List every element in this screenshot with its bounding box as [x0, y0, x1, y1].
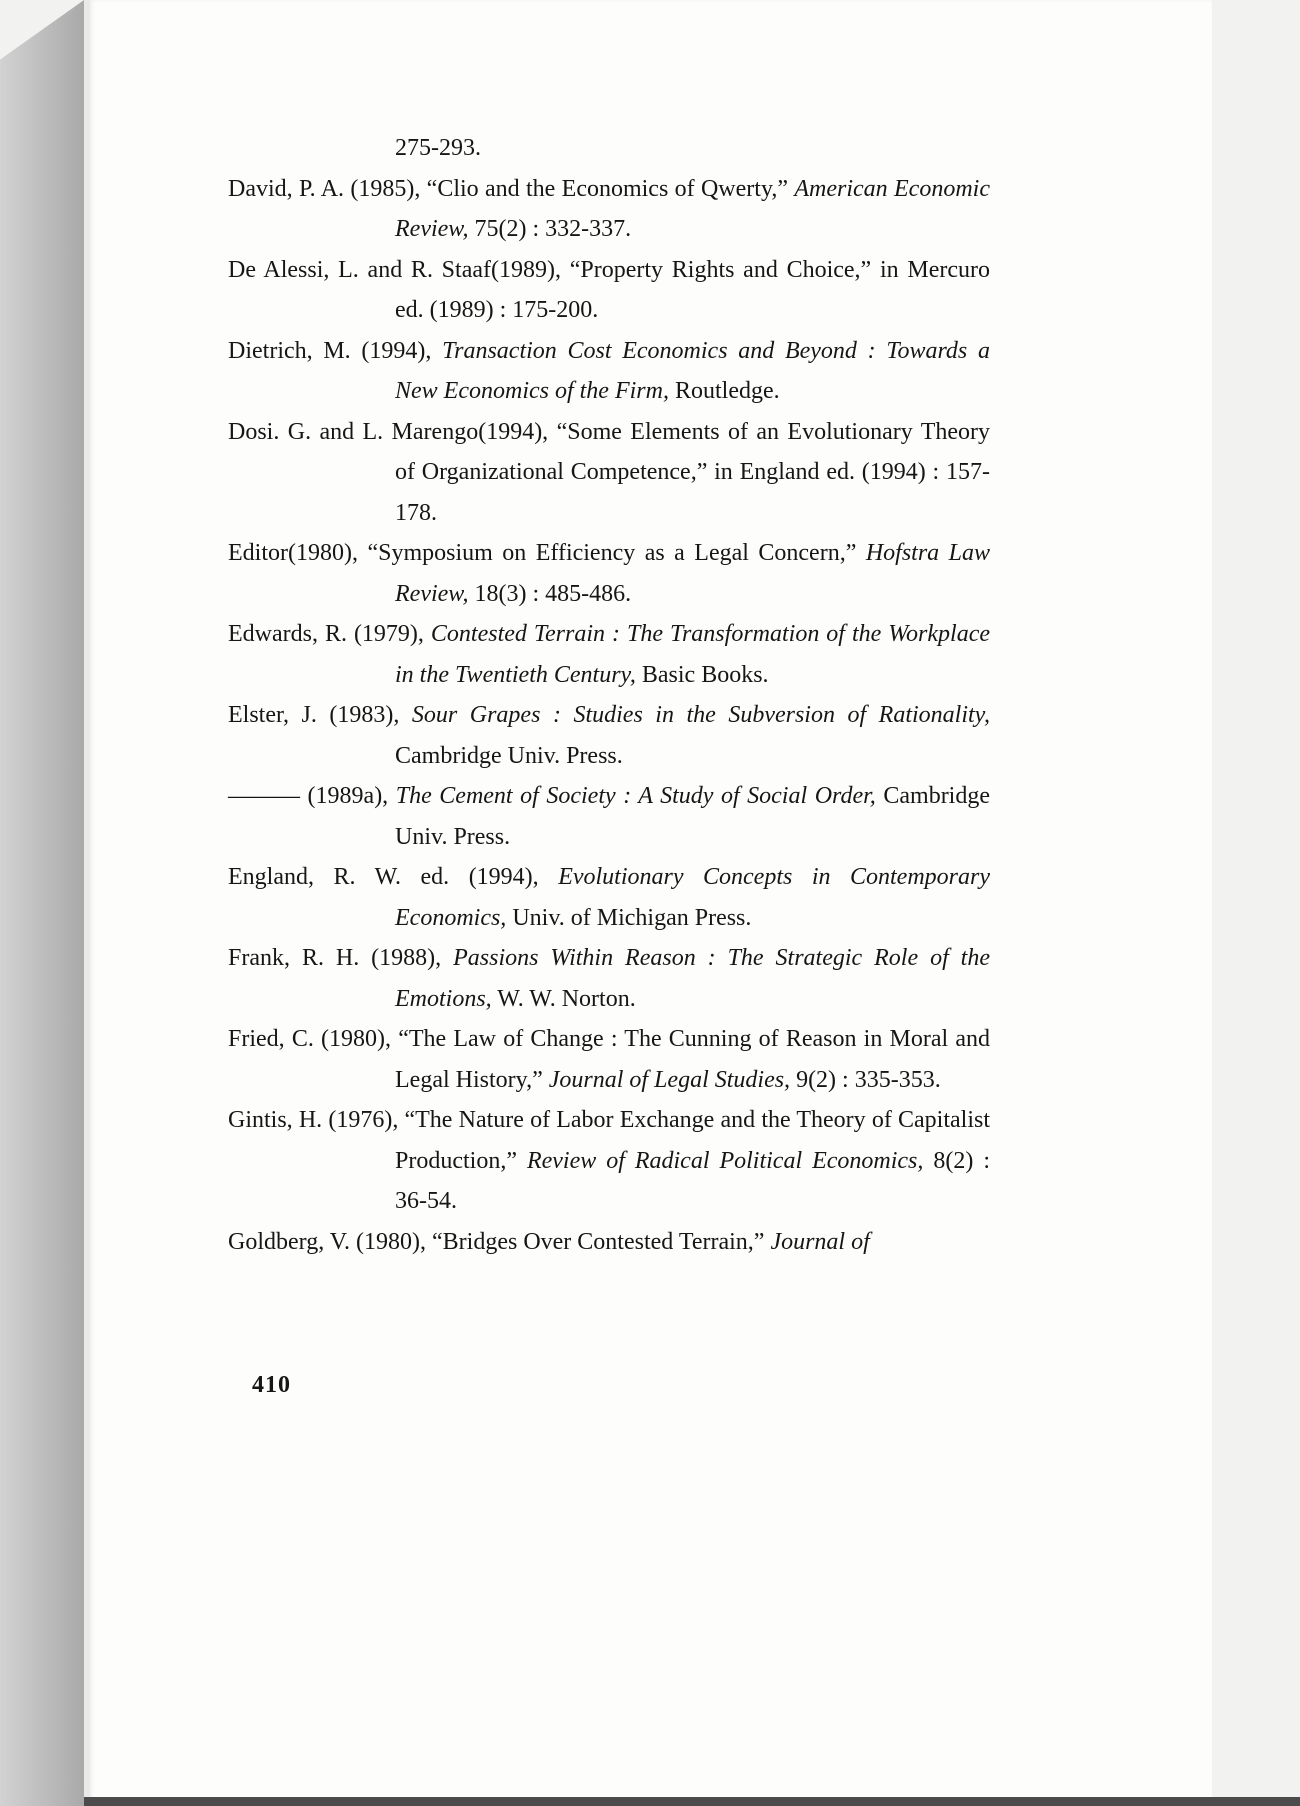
- reference-text-segment: De Alessi, L. and R. Staaf(1989), “Property Rights and Choice,” in Mercuro ed. (1989) : 175-200.: [228, 256, 990, 323]
- reference-entry: [228, 776, 990, 857]
- reference-text-segment: England, R. W. ed. (1994),: [228, 864, 559, 890]
- reference-title-segment: Contested Terrain : The Transformation of the Workplace in the Twentieth Century,: [395, 621, 990, 688]
- reference-text-segment: 275-293.: [395, 135, 481, 161]
- reference-text-segment: 9(2) : 335-353.: [790, 1066, 941, 1093]
- reference-title-segment: Sour Grapes : Studies in the Subversion of Rationality,: [411, 702, 991, 728]
- book-page: [90, 0, 1212, 1806]
- reference-title-segment: Journal of: [770, 1228, 870, 1255]
- reference-entry: [228, 533, 990, 614]
- reference-entry: [228, 1222, 990, 1263]
- reference-entry: [228, 169, 990, 250]
- reference-text-segment: Fried, C. (1980), “The Law of Change : The Cunning of Reason in Moral and Legal History,”: [228, 1026, 990, 1093]
- reference-text-segment: Routledge.: [668, 378, 780, 404]
- reference-entry: [228, 250, 990, 331]
- reference-text-segment: Elster, J. (1983),: [228, 702, 412, 728]
- reference-text-segment: Cambridge Univ. Press.: [395, 742, 623, 769]
- references-list: [228, 128, 990, 1262]
- reference-title-segment: Passions Within Reason : The Strategic Role of the Emotions,: [395, 945, 990, 1012]
- page-number: 410: [252, 1372, 291, 1398]
- reference-title-segment: Hofstra Law Review,: [395, 540, 991, 607]
- reference-text-segment: 75(2) : 332-337.: [468, 216, 632, 242]
- reference-title-segment: American Economic Review,: [395, 175, 990, 242]
- reference-entry: [228, 128, 990, 169]
- reference-text-segment: Gintis, H. (1976), “The Nature of Labor Exchange and the Theory of Capitalist Production,”: [228, 1107, 990, 1174]
- reference-text-segment: David, P. A. (1985), “Clio and the Economics of Qwerty,”: [228, 175, 795, 202]
- reference-entry: [228, 1100, 990, 1222]
- reference-title-segment: Transaction Cost Economics and Beyond : Towards a New Economics of the Firm,: [395, 337, 990, 404]
- reference-text-segment: Cambridge Univ. Press.: [395, 783, 990, 850]
- reference-text-segment: Univ. of Michigan Press.: [506, 904, 752, 931]
- reference-title-segment: Journal of Legal Studies,: [548, 1066, 791, 1093]
- reference-text-segment: Dosi. G. and L. Marengo(1994), “Some Elements of an Evolutionary Theory of Organizational Competence,” in England ed. (1994) : 157-178.: [228, 418, 990, 526]
- reference-text-segment: Basic Books.: [635, 661, 769, 688]
- reference-entry: [228, 938, 990, 1019]
- reference-text-segment: W. W. Norton.: [491, 985, 636, 1012]
- reference-text-segment: ——— (1989a),: [228, 783, 396, 809]
- reference-entry: [228, 614, 990, 695]
- reference-text-segment: Goldberg, V. (1980), “Bridges Over Contested Terrain,”: [228, 1228, 771, 1255]
- reference-entry: [228, 331, 990, 412]
- reference-title-segment: Evolutionary Concepts in Contemporary Economics,: [395, 864, 990, 931]
- reference-text-segment: Frank, R. H. (1988),: [228, 945, 454, 971]
- reference-text-segment: Dietrich, M. (1994),: [228, 337, 443, 364]
- reference-text-segment: 8(2) : 36-54.: [395, 1147, 990, 1214]
- reference-title-segment: The Cement of Society : A Study of Social Order,: [395, 783, 876, 809]
- reference-entry: [228, 695, 990, 776]
- reference-text-segment: Edwards, R. (1979),: [228, 621, 431, 647]
- reference-text-segment: 18(3) : 485-486.: [468, 580, 632, 607]
- book-bottom-edge: [84, 1797, 1300, 1806]
- reference-entry: [228, 412, 990, 534]
- book-page-stack-edge: [0, 0, 84, 1806]
- reference-title-segment: Review of Radical Political Economics,: [526, 1147, 924, 1174]
- reference-text-segment: Editor(1980), “Symposium on Efficiency as a Legal Concern,”: [228, 540, 866, 566]
- reference-entry: [228, 857, 990, 938]
- reference-entry: [228, 1019, 990, 1100]
